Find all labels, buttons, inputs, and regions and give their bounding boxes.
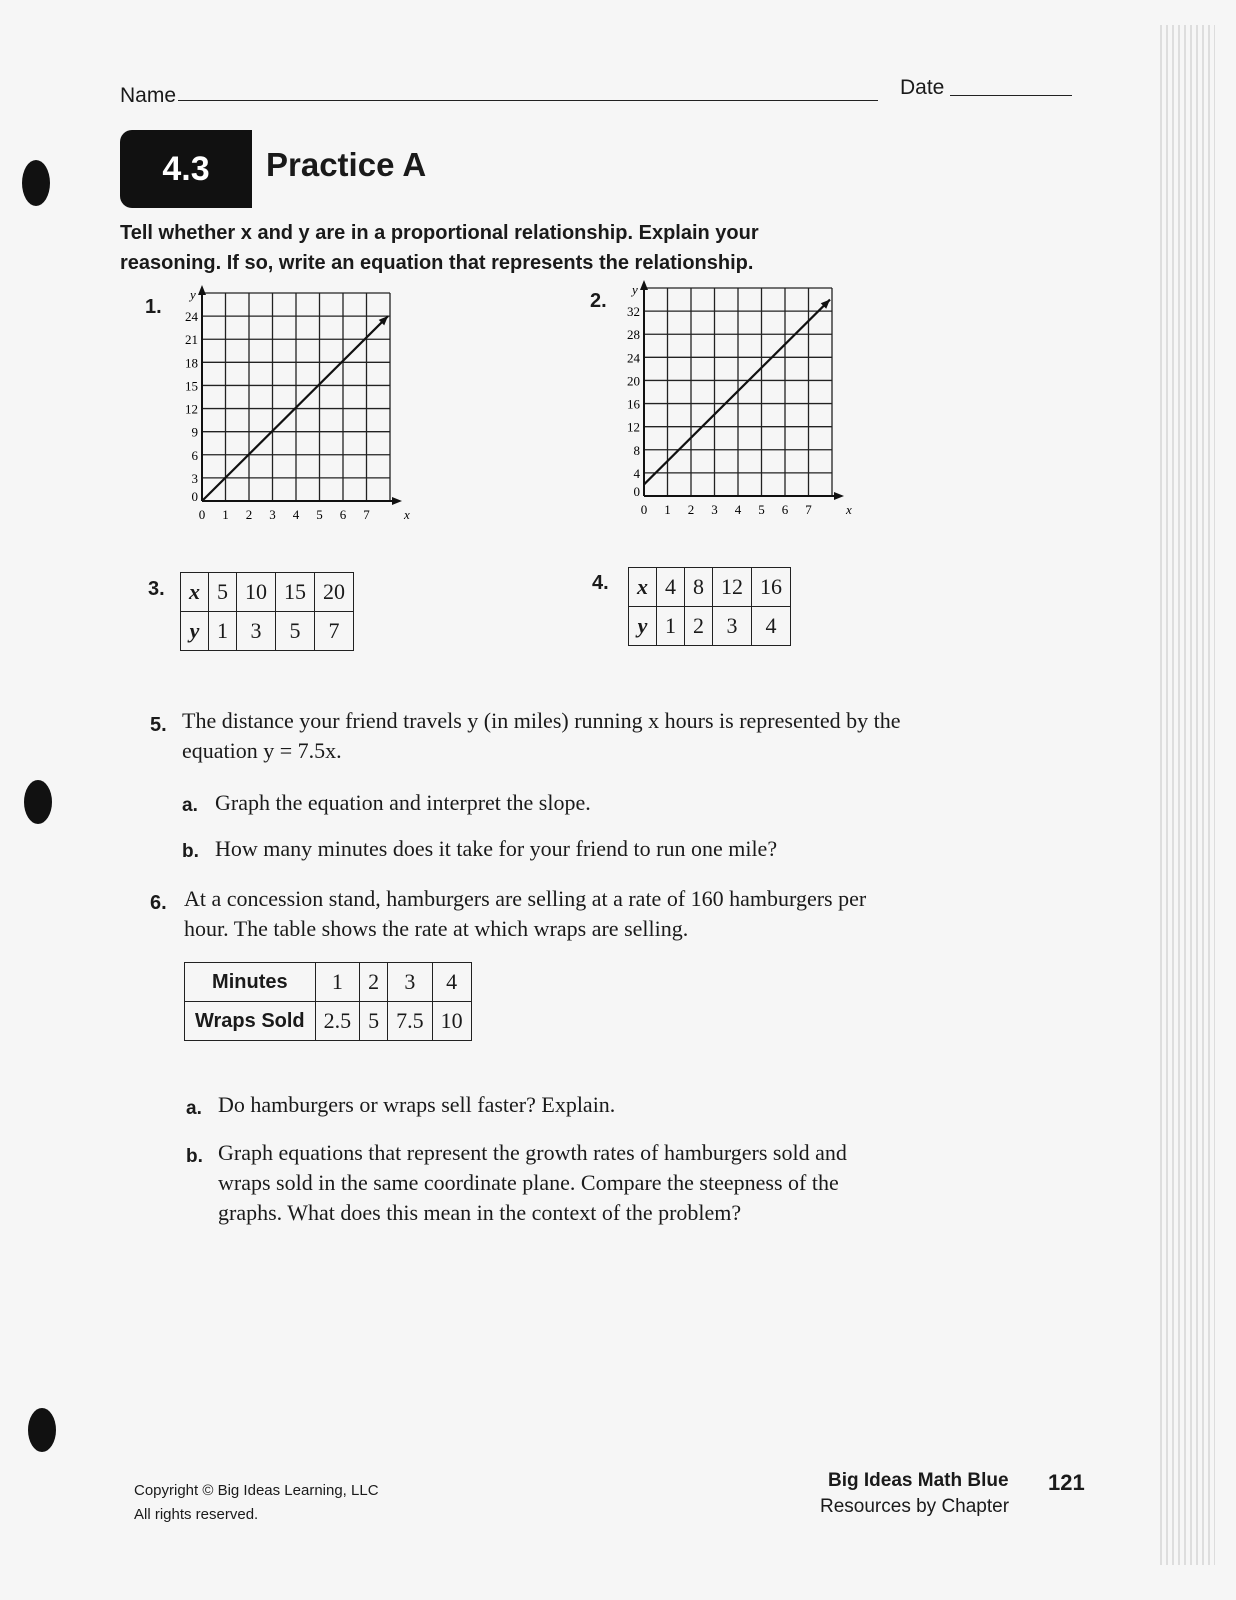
y-tick-label: 12	[185, 401, 198, 417]
x-tick-label: 0	[640, 502, 648, 517]
binder-hole	[28, 1408, 56, 1452]
book-title: Big Ideas Math Blue	[828, 1470, 1009, 1491]
row-header: x	[629, 568, 657, 607]
table-cell: 5	[276, 612, 315, 651]
problem-5a-text: Graph the equation and interpret the slope.	[215, 790, 591, 815]
table-cell: 1	[657, 607, 685, 646]
graph-problem-1	[170, 285, 410, 530]
problem-number: 4.	[592, 572, 609, 594]
x-tick-label: 4	[734, 502, 742, 517]
y-tick-label: 3	[191, 470, 198, 486]
table-cell: 5	[209, 573, 237, 612]
x-tick-label: 6	[339, 507, 347, 522]
x-tick-label: 3	[269, 507, 276, 522]
table-row	[185, 963, 472, 1002]
table-cell: 7	[315, 612, 354, 651]
part-label: a.	[182, 795, 198, 816]
problem-6a-text: Do hamburgers or wraps sell faster? Explain.	[218, 1092, 616, 1117]
page-number: 121	[1048, 1470, 1085, 1495]
y-tick-label: 21	[185, 332, 198, 348]
problem-number: 3.	[148, 578, 165, 600]
table-cell: 5	[360, 1002, 388, 1041]
problem-number: 2.	[590, 290, 607, 312]
scan-edge	[1160, 25, 1215, 1565]
row-header: Wraps Sold	[185, 1002, 316, 1041]
y-tick-label: 12	[627, 419, 640, 435]
row-header: x	[181, 573, 209, 612]
y-tick-label: 9	[191, 424, 198, 440]
table-row	[181, 573, 354, 612]
problem-5b-text: How many minutes does it take for your friend to run one mile?	[215, 836, 778, 861]
binder-hole	[22, 160, 50, 206]
instructions: Tell whether x and y are in a proportional relationship. Explain your reasoning. If so, write an equation that represents the relationship.	[120, 222, 759, 274]
copyright: Copyright © Big Ideas Learning, LLC	[134, 1482, 379, 1499]
y-tick-label: 20	[627, 373, 640, 389]
row-header: y	[181, 612, 209, 651]
y-tick-label: 0	[633, 484, 640, 499]
table-cell: 3	[713, 607, 752, 646]
x-tick-label: 0	[198, 507, 206, 522]
name-label: Name	[120, 84, 177, 107]
table-cell: 4	[432, 963, 471, 1002]
table-problem-3	[180, 572, 354, 651]
row-header: y	[629, 607, 657, 646]
x-tick-label: 2	[687, 502, 695, 517]
x-tick-label: 3	[711, 502, 718, 517]
problem-6b-text: Graph equations that represent the growth rates of hamburgers sold and wraps sold in the same coordinate plane. Compare the steepness of the graphs. What does this mean in the context of the problem?	[218, 1140, 847, 1225]
table-cell: 4	[752, 607, 791, 646]
table-cell: 4	[657, 568, 685, 607]
table-problem-4	[628, 567, 791, 646]
problem-number: 6.	[150, 892, 167, 914]
y-axis-label: y	[190, 287, 196, 302]
section-number: 4.3	[120, 130, 252, 208]
y-tick-label: 6	[191, 447, 198, 463]
table-cell: 2.5	[315, 1002, 360, 1041]
y-tick-label: 0	[191, 489, 198, 504]
y-tick-label: 15	[185, 378, 198, 394]
x-axis-arrow	[392, 497, 402, 505]
x-axis-label: x	[846, 502, 852, 517]
table-cell: 16	[752, 568, 791, 607]
table-cell: 2	[360, 963, 388, 1002]
part-label: a.	[186, 1098, 202, 1119]
rights: All rights reserved.	[134, 1506, 259, 1523]
table-cell: 12	[713, 568, 752, 607]
table-cell: 8	[685, 568, 713, 607]
section-title: Practice A	[266, 146, 427, 183]
x-axis-arrow	[834, 492, 844, 500]
x-axis-label: x	[404, 507, 410, 522]
problem-5-text: The distance your friend travels y (in miles) running x hours is represented by the equation y = 7.5x.	[182, 708, 901, 763]
name-field[interactable]	[178, 100, 878, 101]
y-tick-label: 16	[627, 396, 640, 412]
table-cell: 1	[209, 612, 237, 651]
x-tick-label: 4	[292, 507, 300, 522]
x-tick-label: 6	[781, 502, 789, 517]
date-label: Date	[900, 76, 945, 99]
book-subtitle: Resources by Chapter	[820, 1496, 1010, 1517]
y-tick-label: 18	[185, 355, 198, 371]
table-row	[629, 568, 791, 607]
y-tick-label: 28	[627, 327, 640, 343]
graph-problem-2	[612, 280, 852, 525]
y-tick-label: 32	[627, 304, 640, 320]
y-tick-label: 24	[627, 350, 640, 366]
y-axis-label: y	[632, 282, 638, 297]
table-row	[185, 1002, 472, 1041]
problem-number: 1.	[145, 296, 162, 318]
problem-6-text: At a concession stand, hamburgers are selling at a rate of 160 hamburgers per hour. The table shows the rate at which wraps are selling.	[184, 886, 867, 941]
part-label: b.	[186, 1146, 203, 1167]
problem-number: 5.	[150, 714, 167, 736]
y-tick-label: 8	[633, 442, 640, 458]
x-tick-label: 7	[363, 507, 370, 522]
x-tick-label: 1	[222, 507, 229, 522]
table-cell: 20	[315, 573, 354, 612]
part-label: b.	[182, 841, 199, 862]
table-cell: 2	[685, 607, 713, 646]
table-row	[629, 607, 791, 646]
y-axis-arrow	[198, 285, 206, 295]
y-axis-arrow	[640, 280, 648, 290]
x-tick-label: 2	[245, 507, 253, 522]
x-tick-label: 7	[805, 502, 812, 517]
y-tick-label: 24	[185, 309, 198, 325]
table-cell: 15	[276, 573, 315, 612]
date-field[interactable]	[950, 95, 1072, 96]
x-tick-label: 5	[758, 502, 765, 517]
table-cell: 3	[388, 963, 433, 1002]
x-tick-label: 1	[664, 502, 671, 517]
table-cell: 1	[315, 963, 360, 1002]
table-cell: 3	[237, 612, 276, 651]
table-problem-6	[184, 962, 472, 1041]
table-row	[181, 612, 354, 651]
table-cell: 10	[237, 573, 276, 612]
row-header: Minutes	[185, 963, 316, 1002]
table-cell: 7.5	[388, 1002, 433, 1041]
data-line	[644, 300, 830, 485]
binder-hole	[24, 780, 52, 824]
table-cell: 10	[432, 1002, 471, 1041]
y-tick-label: 4	[633, 465, 640, 481]
x-tick-label: 5	[316, 507, 323, 522]
